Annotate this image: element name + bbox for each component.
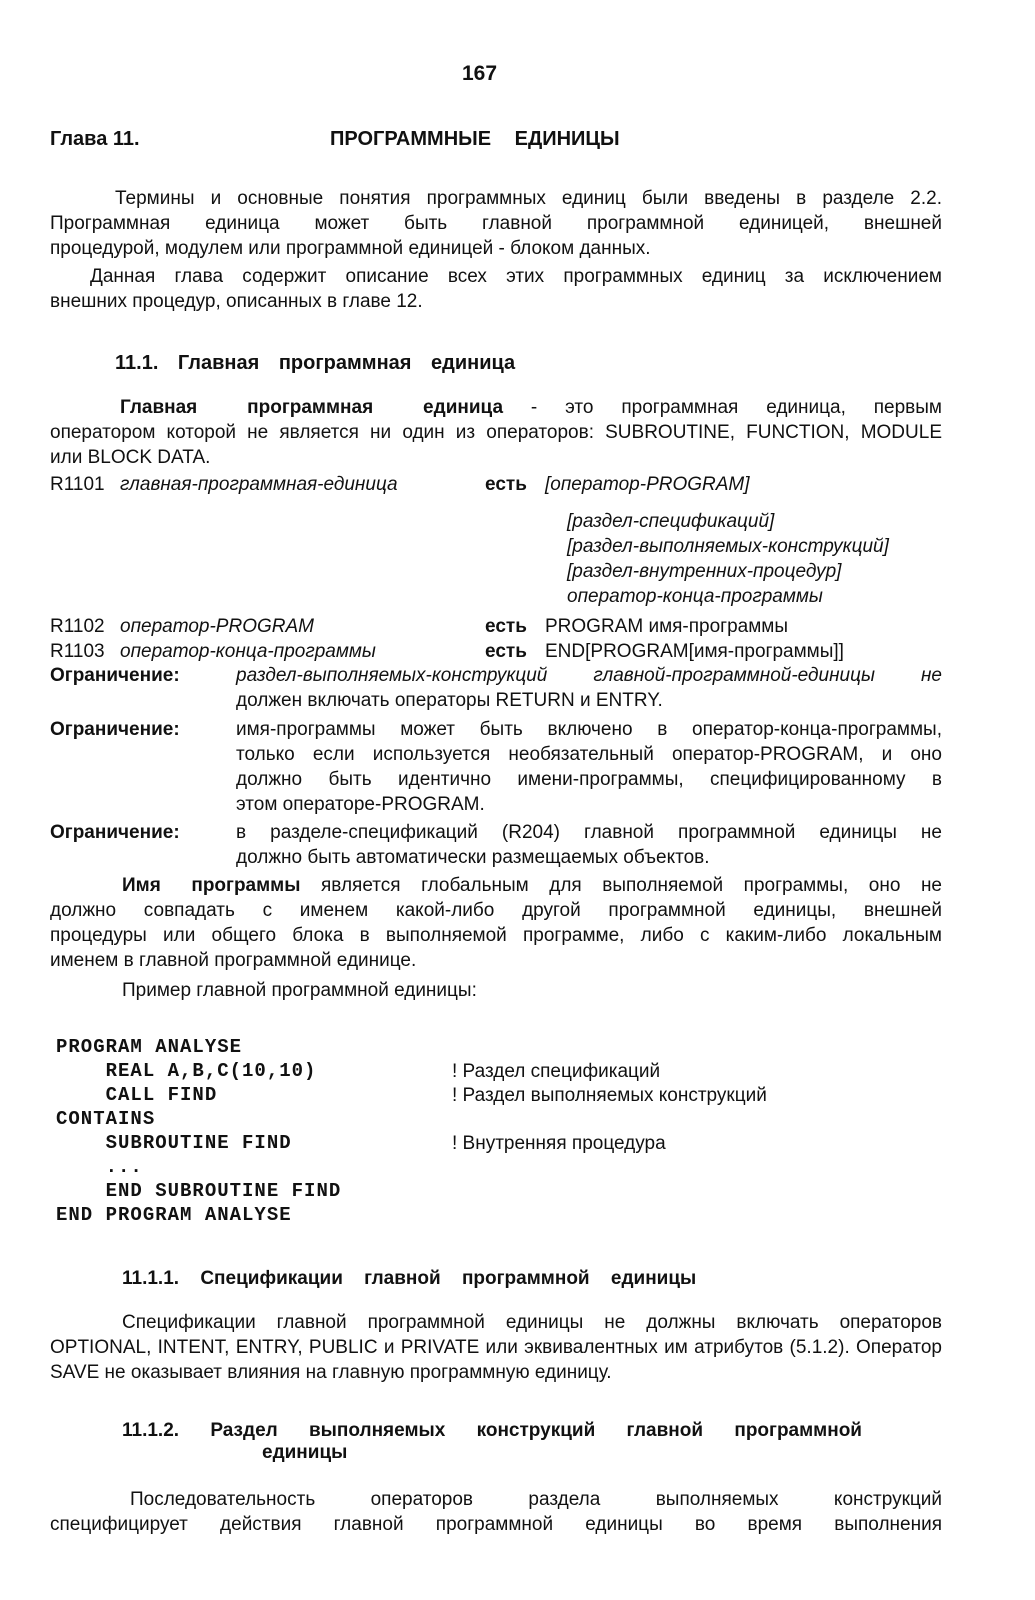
intro-paragraph-1: Термины и основные понятия программных единиц были введены в разделе 2.2. Программная единица может быть главной программной единицей, внешней процедурой, модулем или программной единицей - блоком данных.: [50, 188, 942, 259]
code-line: PROGRAM ANALYSE: [56, 1036, 243, 1058]
constraint-2: Ограничение: имя-программы может быть включено в оператор-конца-программы, только если используется необязательный оператор-PROGRAM, и оно должно быть идентично имени-программы, специфицированному в этом операторе-PROGRAM.: [50, 719, 942, 815]
page-number: 167: [462, 62, 498, 85]
example-intro: Пример главной программной единицы:: [122, 980, 477, 1001]
intro-paragraph-2: Данная глава содержит описание всех этих программных единиц за исключением внешних процедур, описанных в главе 12.: [50, 266, 942, 312]
constraint-3: Ограничение: в разделе-спецификаций (R204) главной программной единицы не должно быть автоматически размещаемых объектов.: [50, 822, 942, 868]
section-heading-11-1-1: 11.1.1. Спецификации главной программной единицы: [122, 1268, 697, 1289]
grammar-rules: R1101 главная-программная-единица есть [оператор-PROGRAM] [раздел-спецификаций] [раздел-выполняемых-конструкций] [раздел-внутренних-процедур] оператор-конца-программы R1102 оператор-PROGRAM есть PROGRAM имя-программы R1103 оператор-конца-программы есть END[PROGRAM[имя-программы]]: [50, 472, 950, 664]
code-line: CALL FIND ! Раздел выполняемых конструкций: [56, 1084, 767, 1106]
code-example: [56, 1036, 956, 1228]
section-heading-11-1-2: 11.1.2. Раздел выполняемых конструкций главной программной единицы: [122, 1420, 862, 1463]
section-11-1-2-paragraph: Последовательность операторов раздела выполняемых конструкций специфицирует действия главной программной единицы во время выполнения: [50, 1489, 942, 1535]
code-line: CONTAINS: [56, 1108, 156, 1130]
rule-r1103: R1103 оператор-конца-программы есть END[PROGRAM[имя-программы]]: [50, 641, 844, 662]
constraint-1: Ограничение: раздел-выполняемых-конструкций главной-программной-единицы не должен включать операторы RETURN и ENTRY.: [50, 665, 942, 711]
rule-r1102: R1102 оператор-PROGRAM есть PROGRAM имя-программы: [50, 616, 789, 637]
code-line: ...: [56, 1156, 143, 1178]
code-line: SUBROUTINE FIND ! Внутренняя процедура: [56, 1132, 666, 1154]
section-11-1-1-paragraph: Спецификации главной программной единицы не должны включать операторов OPTIONAL, INTENT, ENTRY, PUBLIC и PRIVATE или эквивалентных им атрибутов (5.1.2). Оператор SAVE не оказывает влияния на главную программную единицу.: [50, 1312, 942, 1383]
code-line: REAL A,B,C(10,10) ! Раздел спецификаций: [56, 1060, 661, 1082]
code-line: END SUBROUTINE FIND: [56, 1180, 342, 1202]
chapter-label: Глава 11.: [50, 128, 140, 150]
chapter-title: ПРОГРАММНЫЕ ЕДИНИЦЫ: [330, 128, 620, 150]
definition-paragraph: Главная программная единица - это программная единица, первым оператором которой не является ни один из операторов: SUBROUTINE, FUNCTION, MODULE или BLOCK DATA.: [50, 397, 942, 468]
code-line: END PROGRAM ANALYSE: [56, 1204, 292, 1226]
section-heading-11-1: 11.1. Главная программная единица: [115, 352, 516, 374]
rule-r1101: R1101 главная-программная-единица есть [оператор-PROGRAM]: [50, 474, 750, 495]
program-name-paragraph: Имя программы является глобальным для выполняемой программы, оно не должно совпадать с именем какой-либо другой программной единицы, внешней процедуры или общего блока в выполняемой программе, либо с каким-либо локальным именем в главной программной единице.: [50, 875, 943, 971]
